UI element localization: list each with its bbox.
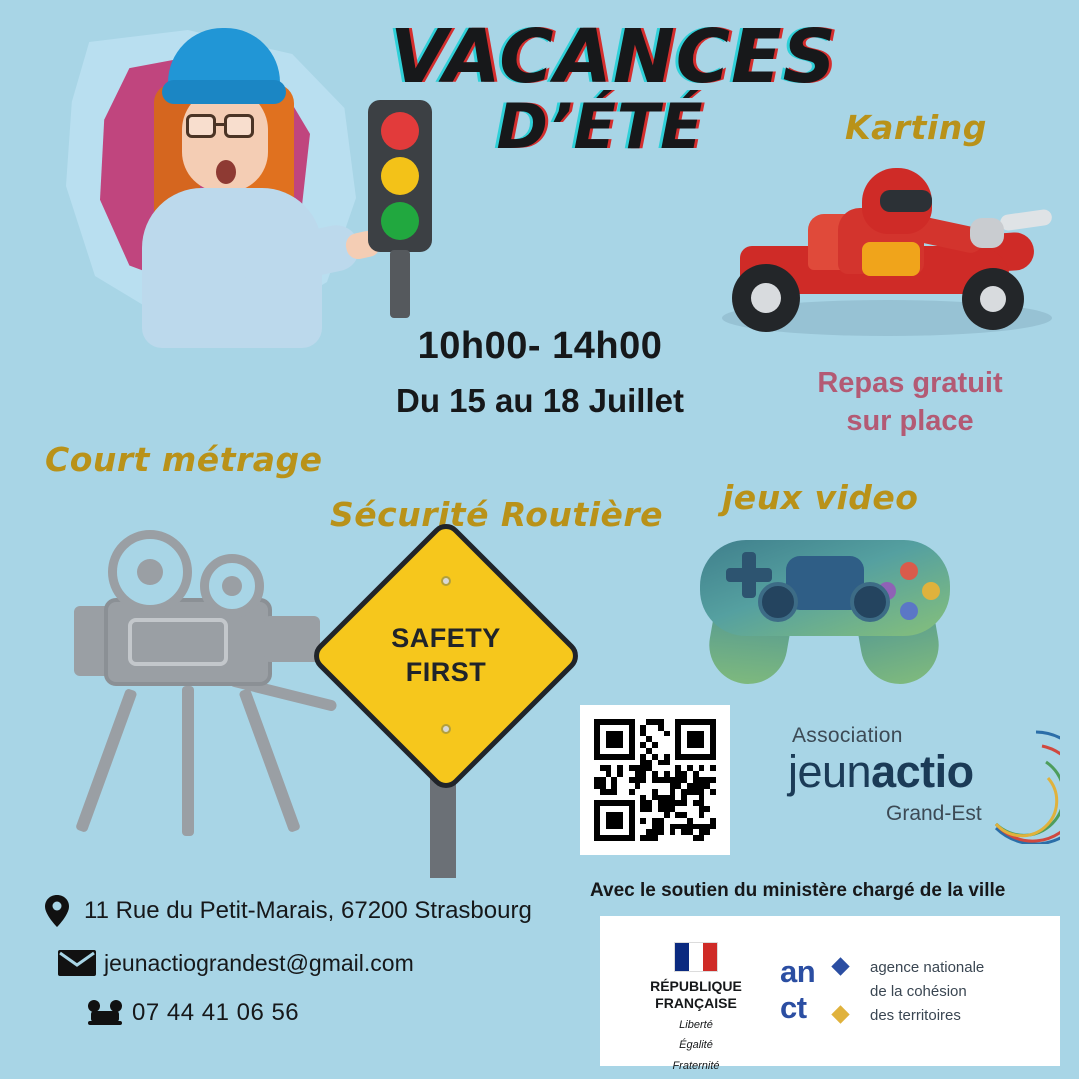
movie-camera-icon — [42, 520, 342, 850]
french-flag-icon — [674, 942, 718, 972]
anct-desc-line-3: des territoires — [870, 1007, 961, 1024]
gamepad-right-stick — [850, 582, 890, 622]
anct-desc-line-1: agence nationale — [870, 959, 985, 976]
logo-name-jeun: jeun — [788, 746, 872, 797]
traffic-light-green-lamp — [381, 202, 419, 240]
kart-driver-vest — [862, 242, 920, 276]
safety-sign-illustration — [330, 548, 560, 878]
traffic-light-red-lamp — [381, 112, 419, 150]
kart-front-wheel — [962, 268, 1024, 330]
girl-glasses-left — [186, 114, 216, 138]
girl-beanie-brim — [162, 80, 286, 104]
camera-reel-large — [108, 530, 192, 614]
motto-egalite: Égalité — [679, 1039, 713, 1052]
camera-tripod-left-leg — [75, 688, 138, 833]
ministry-support-text: Avec le soutien du ministère chargé de la ville — [590, 880, 1006, 901]
qr-code-matrix — [594, 719, 716, 841]
camera-tripod-center-leg — [182, 686, 194, 836]
anct-square-yellow — [831, 1005, 849, 1023]
kart-driver-glove — [970, 218, 1004, 248]
label-court-metrage: Court métrage — [45, 440, 323, 479]
girl-figure — [120, 18, 350, 358]
jeunactio-logo — [770, 710, 1060, 855]
camera-lens — [264, 616, 320, 662]
anct-an-text: an — [780, 954, 816, 989]
traffic-light-amber-lamp — [381, 157, 419, 195]
sign-bolt-bottom — [441, 724, 451, 734]
free-meal-line-2: sur place — [846, 404, 974, 437]
event-hours: 10h00- 14h00 — [417, 325, 663, 367]
title-line-1: VACANCES — [390, 14, 837, 100]
contact-address-text: 11 Rue du Petit-Marais, 67200 Strasbourg — [84, 897, 532, 924]
traffic-light-icon — [368, 100, 440, 320]
event-dates: Du 15 au 18 Juillet — [396, 382, 684, 419]
anct-ct-text: ct — [780, 990, 807, 1025]
anct-logo-card — [600, 916, 1060, 1073]
free-meal-note — [760, 365, 1060, 440]
girl-glasses-bridge — [216, 123, 226, 126]
gamepad-button-yellow — [922, 582, 940, 600]
motto-liberte: Liberté — [679, 1018, 713, 1031]
contact-email-row[interactable] — [30, 949, 590, 977]
label-karting: Karting — [845, 108, 987, 147]
sign-text-line-1: SAFETY — [391, 623, 501, 654]
sign-text-line-2: FIRST — [405, 657, 487, 687]
email-icon — [50, 949, 104, 977]
location-pin-icon — [30, 895, 84, 927]
republique-line-1: RÉPUBLIQUE — [650, 978, 742, 994]
label-jeux-video: jeux video — [722, 478, 919, 517]
poster-title — [390, 14, 837, 164]
free-meal-line-1: Repas gratuit — [817, 367, 1003, 399]
gamepad-icon — [700, 520, 950, 690]
camera-reel-small — [200, 554, 264, 618]
anct-square-blue — [831, 957, 849, 975]
republique-francaise-block — [636, 942, 756, 1074]
contact-address-row — [30, 895, 590, 927]
anct-description — [870, 956, 984, 1028]
logo-arc-graphic — [932, 716, 1060, 844]
girl-glasses-right — [224, 114, 254, 138]
contact-phone-text: 07 44 41 06 56 — [132, 999, 300, 1026]
telephone-icon — [78, 999, 132, 1027]
title-line-2: D’ÉTÉ — [496, 90, 704, 164]
republique-line-2: FRANÇAISE — [655, 994, 737, 1011]
gamepad-left-stick — [758, 582, 798, 622]
anct-desc-line-2: de la cohésion — [870, 983, 967, 1000]
girl-torn-paper-illustration — [28, 8, 388, 368]
kart-rear-wheel — [732, 264, 800, 332]
gamepad-button-blue — [900, 602, 918, 620]
motto-fraternite: Fraternité — [672, 1060, 720, 1073]
contact-block — [30, 895, 590, 1049]
traffic-light-housing — [368, 100, 432, 252]
label-securite-routiere: Sécurité Routière — [330, 495, 663, 534]
logo-region: Grand-Est — [886, 802, 982, 825]
karting-illustration — [712, 160, 1057, 355]
camera-body-inner — [128, 618, 228, 666]
anct-monogram — [778, 954, 858, 1032]
gamepad-dpad-vertical — [742, 552, 756, 598]
logo-association-word: Association — [792, 724, 903, 747]
gamepad-button-red — [900, 562, 918, 580]
event-schedule — [350, 325, 730, 420]
kart-exhaust — [999, 208, 1053, 231]
sign-bolt-top — [441, 576, 451, 586]
contact-phone-row[interactable] — [30, 999, 590, 1027]
girl-mouth — [216, 160, 236, 184]
contact-email-text: jeunactiograndest@gmail.com — [104, 949, 414, 976]
qr-code[interactable] — [580, 705, 730, 855]
camera-tripod-right-leg — [238, 688, 301, 833]
logo-name-actio: actio — [871, 746, 974, 797]
traffic-light-pole — [390, 250, 410, 318]
kart-helmet-visor — [880, 190, 932, 212]
